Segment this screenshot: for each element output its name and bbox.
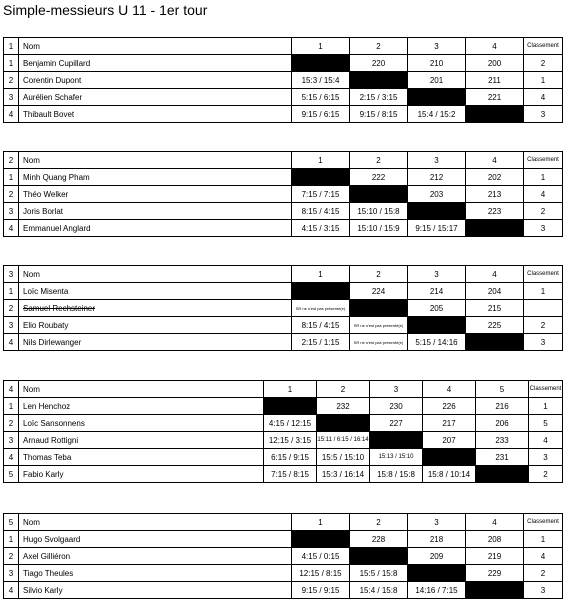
match-cell: 15:3 / 16:14 [317, 466, 370, 483]
match-cell: 15:5 / 15:10 [317, 449, 370, 466]
page-title: Simple-messieurs U 11 - 1er tour [3, 2, 208, 18]
player-name-withdrawn [19, 300, 292, 317]
group-header-row [4, 38, 563, 55]
table-row [4, 220, 563, 237]
group-table-4 [3, 380, 563, 483]
column-header-4: 4 [466, 38, 524, 55]
table-row [4, 169, 563, 186]
player-name: Elio Roubaty [19, 317, 292, 334]
match-cell: 6:15 / 9:15 [264, 449, 317, 466]
group-number: 4 [4, 381, 19, 398]
player-name: Hugo Svolgaard [19, 531, 292, 548]
table-row [4, 582, 563, 599]
player-name: Arnaud Rottigni [19, 432, 264, 449]
ranking-column-header: Classement [529, 381, 563, 398]
match-cell: 9:15 / 15:17 [408, 220, 466, 237]
player-number: 3 [4, 203, 19, 220]
match-cell: 8:15 / 4:15 [292, 203, 350, 220]
table-row [4, 415, 563, 432]
table-row [4, 565, 563, 582]
player-number: 4 [4, 582, 19, 599]
ranking-cell: 4 [524, 186, 563, 203]
self-match-cell [476, 466, 529, 483]
group-table-3 [3, 265, 563, 351]
match-cell: 230 [370, 398, 423, 415]
match-cell: 8:15 / 4:15 [292, 317, 350, 334]
self-match-cell [264, 398, 317, 415]
match-cell: 5:15 / 14:16 [408, 334, 466, 351]
column-header-3: 3 [370, 381, 423, 398]
ranking-cell: 3 [529, 449, 563, 466]
ranking-cell: 3 [524, 582, 563, 599]
match-cell: 227 [370, 415, 423, 432]
match-cell: 5:15 / 6:15 [292, 89, 350, 106]
ranking-cell: 1 [524, 531, 563, 548]
table-row [4, 531, 563, 548]
ranking-cell: 4 [524, 548, 563, 565]
table-row [4, 186, 563, 203]
self-match-cell [408, 203, 466, 220]
player-name-text: Samuel Rechsteiner [23, 303, 96, 313]
match-cell: 220 [350, 55, 408, 72]
match-cell: 15:3 / 15:4 [292, 72, 350, 89]
player-number: 5 [4, 466, 19, 483]
player-number: 4 [4, 220, 19, 237]
column-header-1: 1 [292, 514, 350, 531]
group-table-2 [3, 151, 563, 237]
ranking-cell [524, 300, 563, 317]
match-cell: 216 [476, 398, 529, 415]
self-match-cell [408, 317, 466, 334]
player-name: Benjamin Cupillard [19, 55, 292, 72]
player-number: 1 [4, 398, 19, 415]
group-number: 3 [4, 266, 19, 283]
match-cell: 15:5 / 15:8 [350, 565, 408, 582]
ranking-cell: 2 [524, 565, 563, 582]
ranking-cell: 3 [524, 106, 563, 123]
player-number: 4 [4, 106, 19, 123]
ranking-cell: 5 [529, 415, 563, 432]
walkover-cell: SR ne s'est pas présenté(e) [350, 317, 408, 334]
ranking-cell: 1 [524, 169, 563, 186]
ranking-cell: 1 [524, 72, 563, 89]
column-header-2: 2 [350, 514, 408, 531]
column-header-2: 2 [317, 381, 370, 398]
group-header-row [4, 381, 563, 398]
player-name: Loïc Sansonnens [19, 415, 264, 432]
column-header-3: 3 [408, 266, 466, 283]
player-name: Silvio Karly [19, 582, 292, 599]
player-number: 4 [4, 334, 19, 351]
self-match-cell [292, 169, 350, 186]
match-cell: 233 [476, 432, 529, 449]
self-match-cell [350, 548, 408, 565]
player-number: 2 [4, 548, 19, 565]
player-number: 2 [4, 72, 19, 89]
table-row [4, 466, 563, 483]
player-number: 1 [4, 55, 19, 72]
match-cell: 213 [466, 186, 524, 203]
self-match-cell [350, 72, 408, 89]
ranking-column-header: Classement [524, 514, 563, 531]
match-cell: 9:15 / 6:15 [292, 106, 350, 123]
player-name: Loïc Misenta [19, 283, 292, 300]
group-number: 2 [4, 152, 19, 169]
match-cell: 15:10 / 15:8 [350, 203, 408, 220]
column-header-1: 1 [292, 152, 350, 169]
column-header-1: 1 [292, 38, 350, 55]
match-cell: 228 [350, 531, 408, 548]
name-column-header: Nom [19, 266, 292, 283]
column-header-4: 4 [466, 152, 524, 169]
ranking-cell: 3 [524, 220, 563, 237]
match-cell: 9:15 / 9:15 [292, 582, 350, 599]
column-header-2: 2 [350, 266, 408, 283]
match-cell: 206 [476, 415, 529, 432]
table-row [4, 317, 563, 334]
match-cell: 225 [466, 317, 524, 334]
match-cell: 207 [423, 432, 476, 449]
match-cell: 217 [423, 415, 476, 432]
ranking-cell: 4 [524, 89, 563, 106]
match-cell: 201 [408, 72, 466, 89]
player-number: 3 [4, 89, 19, 106]
match-cell-three-sets: 15:11 / 6:15 / 16:14 [317, 432, 370, 449]
table-row [4, 300, 563, 317]
self-match-cell [466, 220, 524, 237]
match-cell: 229 [466, 565, 524, 582]
match-cell: 232 [317, 398, 370, 415]
player-name: Axel Gilliéron [19, 548, 292, 565]
table-row [4, 283, 563, 300]
self-match-cell [350, 300, 408, 317]
ranking-cell: 4 [529, 432, 563, 449]
player-number: 1 [4, 531, 19, 548]
column-header-1: 1 [264, 381, 317, 398]
match-cell: 14:16 / 7:15 [408, 582, 466, 599]
match-cell: 231 [476, 449, 529, 466]
match-cell: 15:8 / 15:8 [370, 466, 423, 483]
player-number: 1 [4, 169, 19, 186]
column-header-4: 4 [423, 381, 476, 398]
player-name: Len Henchoz [19, 398, 264, 415]
ranking-cell: 1 [529, 398, 563, 415]
match-cell: 4:15 / 0:15 [292, 548, 350, 565]
match-cell: 214 [408, 283, 466, 300]
table-row [4, 89, 563, 106]
match-cell: 15:8 / 10:14 [423, 466, 476, 483]
ranking-cell: 2 [524, 203, 563, 220]
self-match-cell [408, 89, 466, 106]
match-cell: 15:10 / 15:9 [350, 220, 408, 237]
group-table-1 [3, 37, 563, 123]
match-cell: 224 [350, 283, 408, 300]
match-cell: 205 [408, 300, 466, 317]
group-number: 5 [4, 514, 19, 531]
player-number: 3 [4, 432, 19, 449]
player-name: Thibault Bovet [19, 106, 292, 123]
player-name: Théo Welker [19, 186, 292, 203]
self-match-cell [466, 106, 524, 123]
self-match-cell [292, 283, 350, 300]
match-cell: 15:4 / 15:2 [408, 106, 466, 123]
player-number: 2 [4, 186, 19, 203]
column-header-3: 3 [408, 38, 466, 55]
table-row [4, 72, 563, 89]
player-name: Corentin Dupont [19, 72, 292, 89]
match-cell: 15:13 / 15:10 [370, 449, 423, 466]
match-cell: 210 [408, 55, 466, 72]
match-cell: 215 [466, 300, 524, 317]
walkover-cell: SR ne s'est pas présenté(e) [350, 334, 408, 351]
player-name: Nils Dirlewanger [19, 334, 292, 351]
name-column-header: Nom [19, 152, 292, 169]
column-header-2: 2 [350, 38, 408, 55]
group-header-row [4, 514, 563, 531]
match-cell: 9:15 / 8:15 [350, 106, 408, 123]
match-cell: 12:15 / 8:15 [292, 565, 350, 582]
self-match-cell [466, 582, 524, 599]
table-row [4, 106, 563, 123]
match-cell: 15:4 / 15:8 [350, 582, 408, 599]
walkover-cell: SR ne s'est pas présenté(e) [292, 300, 350, 317]
ranking-cell: 1 [524, 283, 563, 300]
match-cell: 209 [408, 548, 466, 565]
ranking-cell: 2 [529, 466, 563, 483]
group-header-row [4, 152, 563, 169]
player-number: 2 [4, 415, 19, 432]
match-cell: 204 [466, 283, 524, 300]
match-cell: 223 [466, 203, 524, 220]
column-header-1: 1 [292, 266, 350, 283]
player-name: Minh Quang Pham [19, 169, 292, 186]
player-name: Tiago Theules [19, 565, 292, 582]
name-column-header: Nom [19, 38, 292, 55]
match-cell: 7:15 / 8:15 [264, 466, 317, 483]
match-cell: 200 [466, 55, 524, 72]
self-match-cell [466, 334, 524, 351]
column-header-4: 4 [466, 266, 524, 283]
match-cell: 202 [466, 169, 524, 186]
group-number: 1 [4, 38, 19, 55]
self-match-cell [350, 186, 408, 203]
self-match-cell [292, 55, 350, 72]
ranking-cell: 2 [524, 317, 563, 334]
match-cell: 203 [408, 186, 466, 203]
table-row [4, 548, 563, 565]
name-column-header: Nom [19, 514, 292, 531]
column-header-5: 5 [476, 381, 529, 398]
ranking-column-header: Classement [524, 38, 563, 55]
self-match-cell [292, 531, 350, 548]
match-cell: 226 [423, 398, 476, 415]
table-row [4, 398, 563, 415]
match-cell: 222 [350, 169, 408, 186]
player-number: 2 [4, 300, 19, 317]
table-row [4, 203, 563, 220]
ranking-cell: 2 [524, 55, 563, 72]
self-match-cell [317, 415, 370, 432]
player-name: Fabio Karly [19, 466, 264, 483]
match-cell: 221 [466, 89, 524, 106]
table-row [4, 55, 563, 72]
ranking-column-header: Classement [524, 266, 563, 283]
column-header-3: 3 [408, 514, 466, 531]
ranking-cell: 3 [524, 334, 563, 351]
player-name: Joris Borlat [19, 203, 292, 220]
match-cell: 211 [466, 72, 524, 89]
match-cell: 219 [466, 548, 524, 565]
table-row [4, 449, 563, 466]
match-cell: 212 [408, 169, 466, 186]
player-name: Aurélien Schafer [19, 89, 292, 106]
player-name: Thomas Teba [19, 449, 264, 466]
ranking-column-header: Classement [524, 152, 563, 169]
group-table-5 [3, 513, 563, 599]
player-name: Emmanuel Anglard [19, 220, 292, 237]
name-column-header: Nom [19, 381, 264, 398]
player-number: 1 [4, 283, 19, 300]
column-header-2: 2 [350, 152, 408, 169]
match-cell: 208 [466, 531, 524, 548]
match-cell: 4:15 / 3:15 [292, 220, 350, 237]
group-header-row [4, 266, 563, 283]
table-row [4, 432, 563, 449]
table-row [4, 334, 563, 351]
column-header-4: 4 [466, 514, 524, 531]
player-number: 3 [4, 565, 19, 582]
match-cell: 218 [408, 531, 466, 548]
column-header-3: 3 [408, 152, 466, 169]
self-match-cell [370, 432, 423, 449]
match-cell: 7:15 / 7:15 [292, 186, 350, 203]
match-cell: 4:15 / 12:15 [264, 415, 317, 432]
self-match-cell [423, 449, 476, 466]
player-number: 4 [4, 449, 19, 466]
match-cell: 2:15 / 1:15 [292, 334, 350, 351]
self-match-cell [408, 565, 466, 582]
match-cell: 2:15 / 3:15 [350, 89, 408, 106]
match-cell: 12:15 / 3:15 [264, 432, 317, 449]
player-number: 3 [4, 317, 19, 334]
